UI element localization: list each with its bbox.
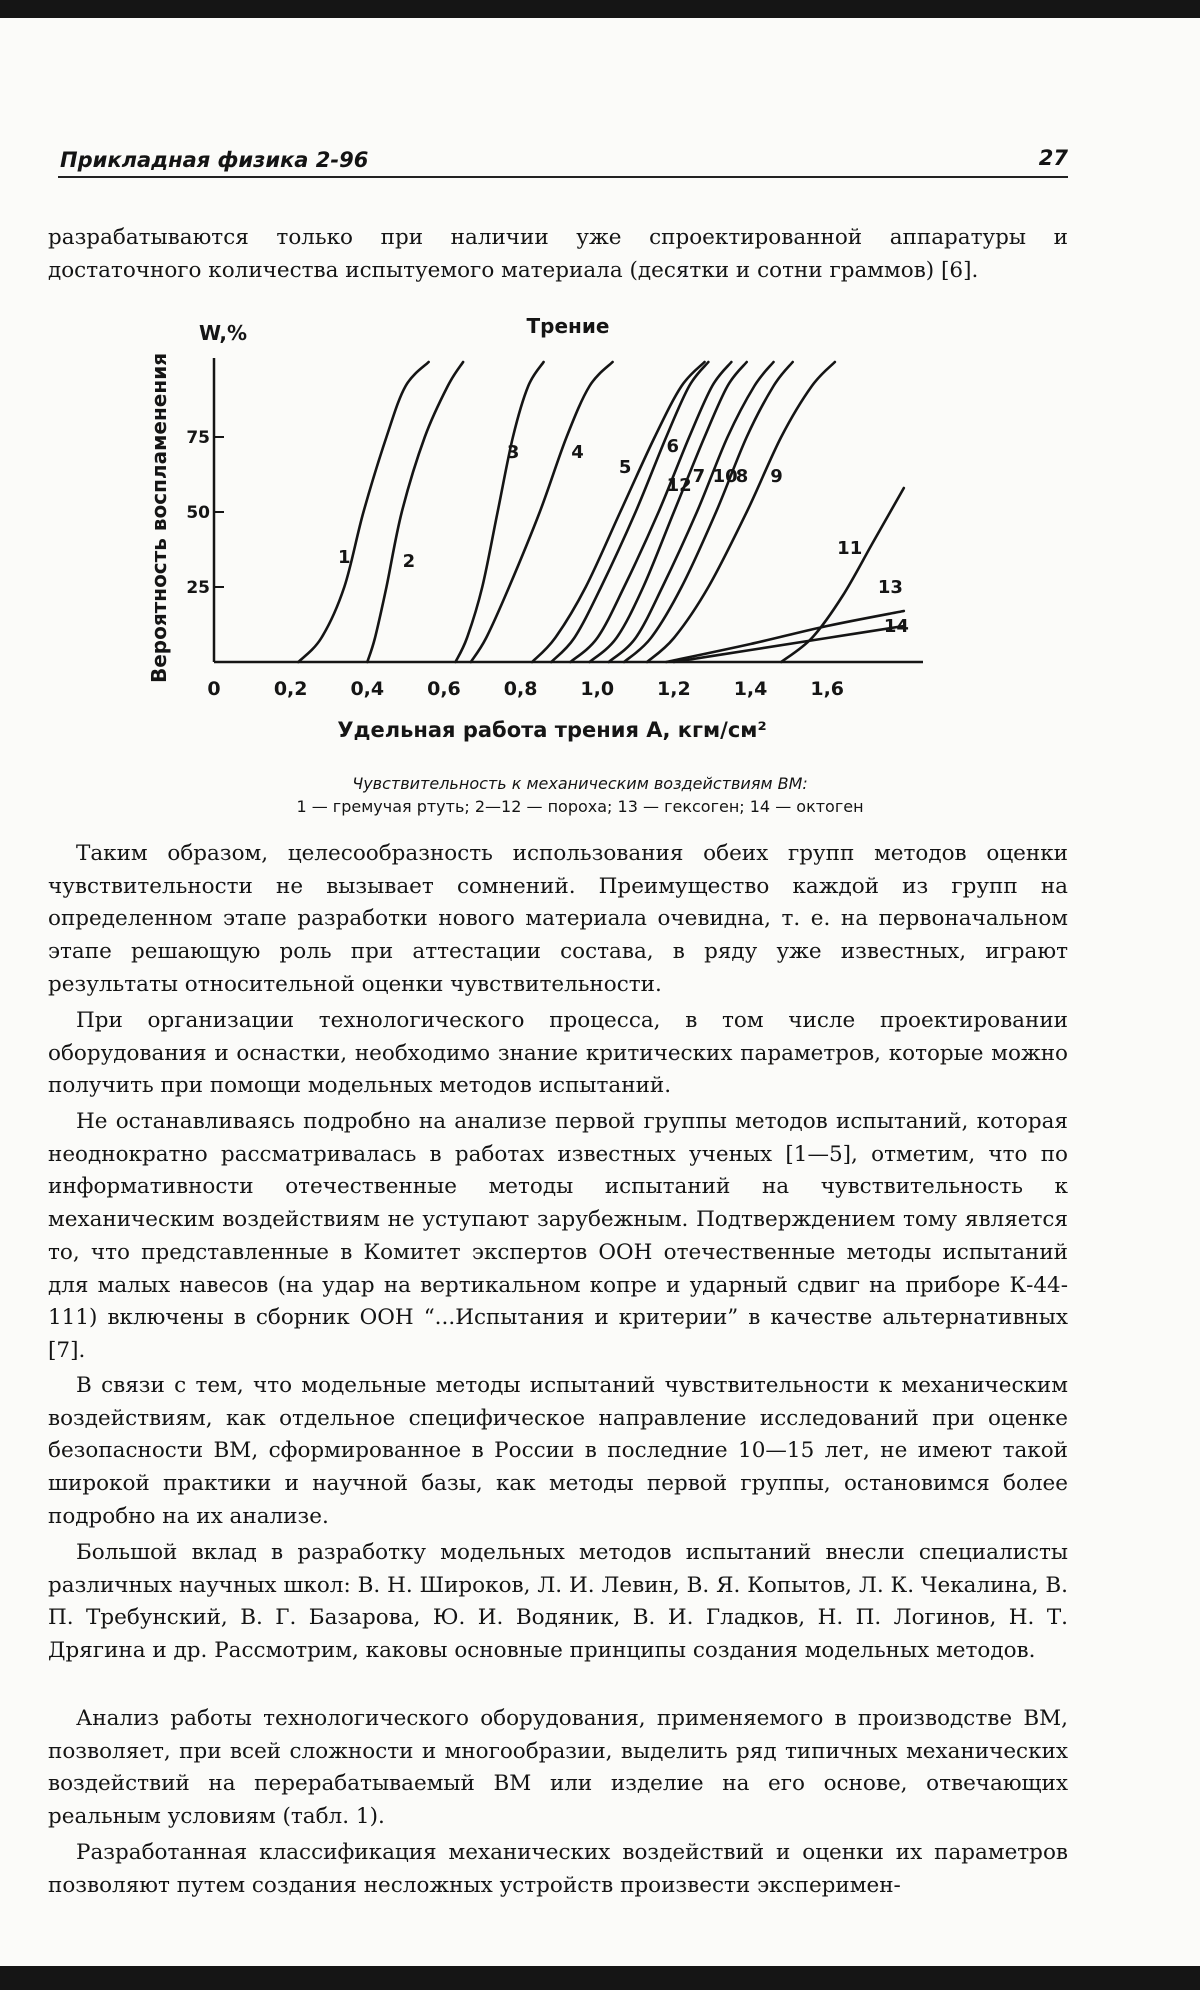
curve-8	[624, 362, 793, 662]
y-tick-label: 50	[186, 503, 210, 523]
x-tick-label: 1,6	[810, 678, 845, 700]
y-unit-label: W,%	[199, 321, 248, 345]
page-number: 27	[1038, 146, 1068, 170]
chart-curves	[298, 362, 904, 662]
x-tick-label: 1,4	[733, 678, 768, 700]
curve-label-10: 10	[712, 466, 738, 487]
intro-paragraph: разрабатываются только при наличии уже спроектированной аппаратуры и достаточного количества испытуемого материала (десятки и сотни граммов) [6].	[48, 225, 1068, 283]
curve-7	[590, 362, 747, 662]
curve-4	[471, 362, 613, 662]
curve-label-3: 3	[506, 442, 520, 463]
curve-label-6: 6	[666, 436, 680, 457]
curve-1	[298, 362, 428, 662]
x-tick-label: 0,2	[273, 678, 308, 700]
curve-13	[666, 611, 904, 662]
x-tick-label: 0,6	[427, 678, 461, 700]
x-tick-label: 0	[207, 678, 221, 700]
y-tick-label: 25	[186, 578, 210, 598]
scan-bottom-edge	[0, 1966, 1200, 1990]
chart-title: Трение	[526, 314, 610, 338]
curve-3	[455, 362, 543, 662]
x-axis-title: Удельная работа трения А, кгм/см²	[337, 718, 767, 742]
curve-12	[570, 362, 731, 662]
scan-top-edge	[0, 0, 1200, 18]
curve-label-1: 1	[337, 547, 351, 568]
curve-label-14: 14	[883, 616, 909, 637]
curve-label-13: 13	[877, 577, 903, 598]
curve-label-12: 12	[666, 475, 692, 496]
figure-caption-legend: 1 — гремучая ртуть; 2—12 — пороха; 13 — гексоген; 14 — октоген	[296, 797, 864, 816]
curve-label-2: 2	[402, 551, 416, 572]
y-tick-label: 75	[186, 428, 210, 448]
x-tick-label: 0,8	[503, 678, 538, 700]
paragraph-1: Таким образом, целесообразность использования обеих групп методов оценки чувствительности не вызывает сомнений. Преимущество каждой из групп на определенном этапе разработки нового материала очевидна, т. е. на первоначальном этапе решающую роль при аттестации состава, в ряду уже известных, играют результаты относительной оценки чувствительности.	[48, 841, 1068, 997]
curve-2	[367, 362, 463, 662]
paragraph-2: При организации технологического процесса, в том числе проектировании оборудования и оснастки, необходимо знание критических параметров, которые можно получить при помощи модельных методов испытаний.	[48, 1008, 1068, 1099]
curve-label-8: 8	[735, 466, 749, 487]
x-tick-label: 1,2	[657, 678, 691, 700]
curve-label-4: 4	[571, 442, 584, 463]
figure-caption-title: Чувствительность к механическим воздействиям ВМ:	[352, 774, 808, 793]
curve-label-5: 5	[618, 457, 632, 478]
curve-label-11: 11	[837, 538, 863, 559]
paragraph-3: Не останавливаясь подробно на анализе первой группы методов испытаний, которая неоднократно рассматривалась в работах известных ученых [1—5], отметим, что по информативности отечественные методы испытаний на чувствительность к механическим воздействиям не уступают зарубежным. Подтверждением тому является то, что представленные в Комитет экспертов ООН отечественные методы испытаний для малых навесов (на удар на вертикальном копре и ударный сдвиг на приборе К-44-111) включены в сборник ООН “...Испытания и критерии” в качестве альтернативных [7].	[48, 1109, 1068, 1363]
journal-title: Прикладная физика 2-96	[60, 148, 369, 172]
paragraph-7: Разработанная классификация механических воздействий и оценки их параметров позволяют путем создания несложных устройств произвести эксперимен-	[48, 1840, 1068, 1898]
curve-label-9: 9	[770, 466, 783, 487]
friction-sensitivity-chart	[140, 312, 940, 752]
paragraph-4: В связи с тем, что модельные методы испытаний чувствительности к механическим воздействиям, как отдельное специфическое направление исследований при оценке безопасности ВМ, сформированное в России в последние 10—15 лет, не имеют такой широкой практики и научной базы, как методы первой группы, остановимся более подробно на их анализе.	[48, 1373, 1068, 1529]
running-header	[58, 146, 1068, 178]
paragraph-6: Анализ работы технологического оборудования, применяемого в производстве ВМ, позволяет, при всей сложности и многообразии, выделить ряд типичных механических воздействий на перерабатываемый ВМ или изделие на его основе, отвечающих реальным условиям (табл. 1).	[48, 1706, 1068, 1830]
y-axis-title: Вероятность воспламенения	[147, 352, 171, 684]
chart-labels	[147, 314, 909, 742]
curve-label-7: 7	[692, 466, 706, 487]
x-tick-label: 1,0	[580, 678, 615, 700]
paragraph-5: Большой вклад в разработку модельных методов испытаний внесли специалисты различных научных школ: В. Н. Широков, Л. И. Левин, В. Я. Копытов, Л. К. Чекалина, В. П. Требунский, В. Г. Базарова, Ю. И. Водяник, В. И. Гладков, Н. П. Логинов, Н. Т. Дрягина и др. Рассмотрим, каковы основные принципы создания модельных методов.	[48, 1540, 1068, 1664]
x-tick-label: 0,4	[350, 678, 385, 700]
